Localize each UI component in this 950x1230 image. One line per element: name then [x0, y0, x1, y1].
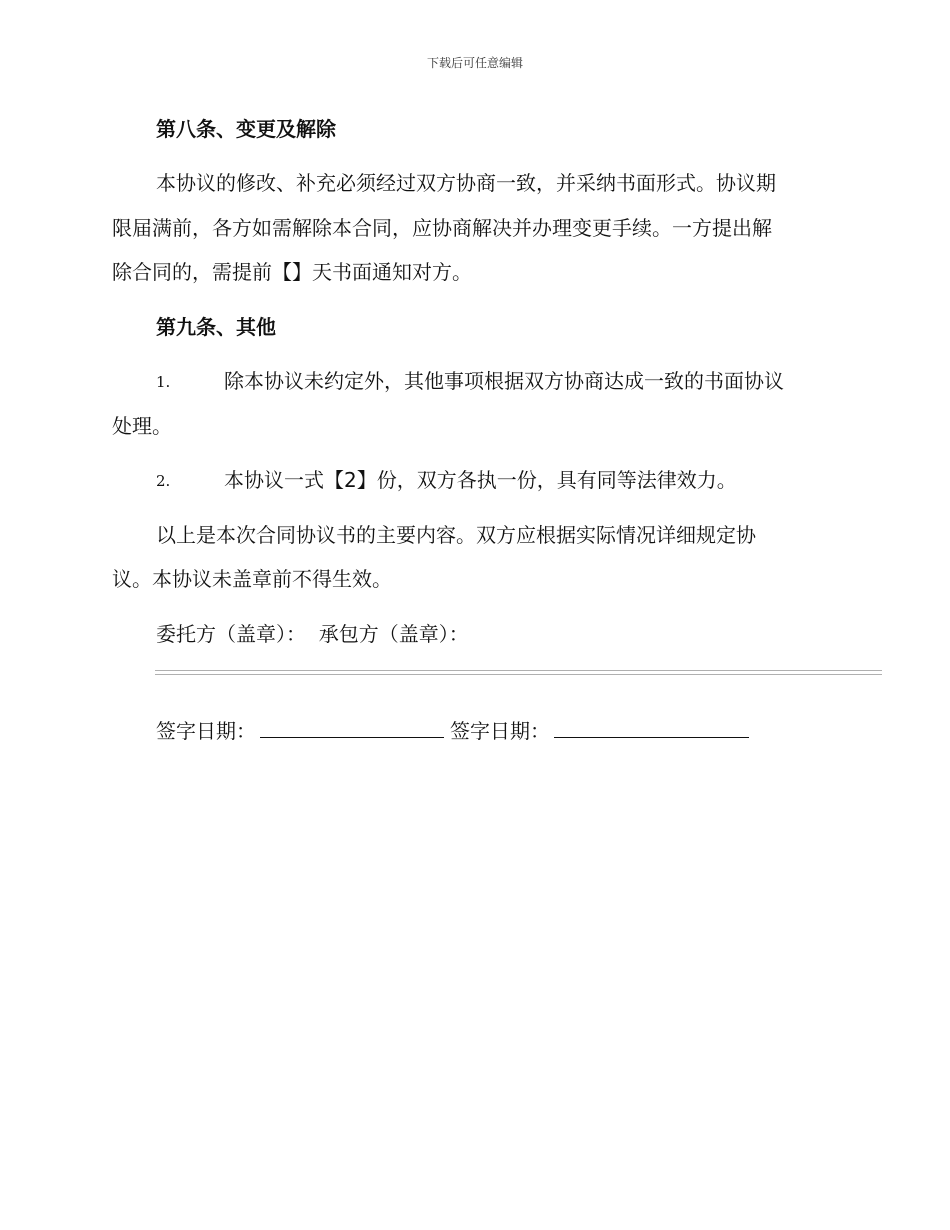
closing-line-2: 议。本协议未盖章前不得生效。 — [112, 567, 392, 591]
article-8-line-1: 本协议的修改、补充必须经过双方协商一致，并采纳书面形式。协议期 — [156, 171, 776, 195]
signature-date-label-2: 签字日期： — [450, 719, 550, 743]
signature-date-row — [156, 718, 755, 744]
article-9-heading: 第九条、其他 — [156, 315, 276, 339]
list-item-2-number: 2. — [156, 472, 171, 490]
list-item-2-text: 本协议一式【2】份，双方各执一份，具有同等法律效力。 — [224, 468, 737, 492]
list-item-1-text: 除本协议未约定外，其他事项根据双方协商达成一致的书面协议 — [224, 369, 784, 393]
closing-line-1: 以上是本次合同协议书的主要内容。双方应根据实际情况详细规定协 — [156, 523, 756, 547]
article-8-heading: 第八条、变更及解除 — [156, 117, 336, 141]
signature-date-label-1: 签字日期： — [156, 719, 256, 743]
signature-date-blank-2 — [554, 719, 749, 738]
signature-date-blank-1 — [260, 719, 444, 738]
signature-divider — [155, 670, 882, 675]
list-item-1-continuation: 处理。 — [112, 414, 172, 438]
list-item-1-number: 1. — [156, 373, 171, 391]
article-8-line-3: 除合同的，需提前【】天书面通知对方。 — [112, 260, 472, 284]
header-note: 下载后可任意编辑 — [426, 56, 523, 70]
article-8-line-2: 限届满前，各方如需解除本合同，应协商解决并办理变更手续。一方提出解 — [112, 216, 772, 240]
signature-parties: 委托方（盖章）： 承包方（盖章）： — [156, 622, 469, 646]
